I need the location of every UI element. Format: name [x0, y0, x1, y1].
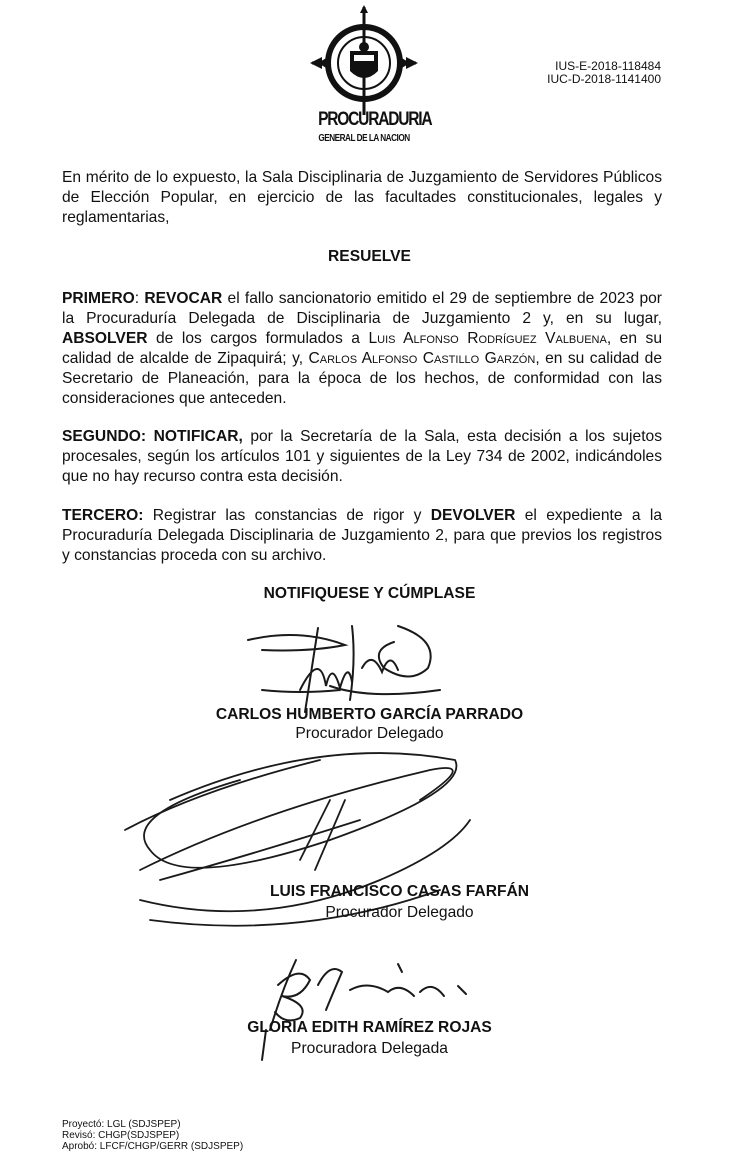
primero-text2: de los cargos formulados a [147, 330, 369, 347]
document-footer [62, 1119, 243, 1152]
tercero-text1: Registrar las constancias de rigor y [143, 507, 431, 524]
primero-label: PRIMERO [62, 290, 135, 307]
segundo-text: por la Secretaría de la Sala, esta decisión a los sujetos procesales, según los artículos 101 y siguientes de la Ley 734 de 2002, indicándoles que no hay recurso contra esta decisión. [62, 428, 662, 485]
primero-person2: Carlos Alfonso Castillo Garzón [308, 350, 536, 367]
logo-subtitle: GENERAL DE LA NACION [318, 133, 410, 144]
footer-reviso: Revisó: CHGP(SDJSPEP) [62, 1130, 180, 1141]
primero-text3: , en su calidad de alcalde de Zipaquirá; y, [62, 330, 663, 367]
tercero-text2: el expediente a la Procuraduría Delegada Disciplinaria de Juzgamiento 2, para que previos los registros y constancias proceda con su archivo. [62, 507, 663, 564]
signature-1-drawing [248, 626, 440, 712]
signatory-2-name: LUIS FRANCISCO CASAS FARFÁN [269, 883, 530, 900]
tercero-label: TERCERO: [62, 507, 144, 524]
signatory-1-role: Procurador Delegado [295, 725, 444, 742]
primero-text4: , en su calidad de Secretario de Planeación, para la época de los hechos, de conformidad con las consideraciones que anteceden. [62, 350, 662, 407]
signatory-2-role: Procurador Delegado [325, 904, 474, 921]
footer-aprobo: Aprobó: LFCF/CHGP/GERR (SDJSPEP) [62, 1141, 244, 1152]
intro-paragraph: En mérito de lo expuesto, la Sala Disciplinaria de Juzgamiento de Servidores Públicos de Elección Popular, en ejercicio de las facultades constitucionales, legales y reglamentarias, [62, 169, 662, 226]
resuelve-heading: RESUELVE [328, 248, 411, 265]
tercero-verb: DEVOLVER [430, 507, 516, 524]
footer-proyecto: Proyectó: LGL (SDJSPEP) [62, 1119, 181, 1130]
case-reference-1: IUS-E-2018-118484 [555, 59, 661, 73]
signatory-3-name: GLORIA EDITH RAMÍREZ ROJAS [247, 1019, 492, 1036]
segundo-label: SEGUNDO: NOTIFICAR, [62, 428, 243, 445]
primero-verb1: REVOCAR [144, 290, 223, 307]
signatory-1-name: CARLOS HUMBERTO GARCÍA PARRADO [215, 706, 524, 723]
primero-person1: Luis Alfonso Rodríguez Valbuena [368, 330, 607, 347]
case-reference-2: IUC-D-2018-1141400 [547, 72, 661, 86]
primero-text1: el fallo sancionatorio emitido el 29 de septiembre de 2023 por la Procuraduría Delegada de Disciplinaria de Juzgamiento 2 y, en su lugar, [62, 290, 663, 327]
logo-title: PROCURADURIA [318, 109, 432, 130]
closing-formula: NOTIFIQUESE Y CÚMPLASE [263, 585, 476, 602]
primero-verb2: ABSOLVER [62, 330, 148, 347]
primero-colon: : [134, 290, 145, 307]
signatory-3-role: Procuradora Delegada [291, 1040, 448, 1057]
